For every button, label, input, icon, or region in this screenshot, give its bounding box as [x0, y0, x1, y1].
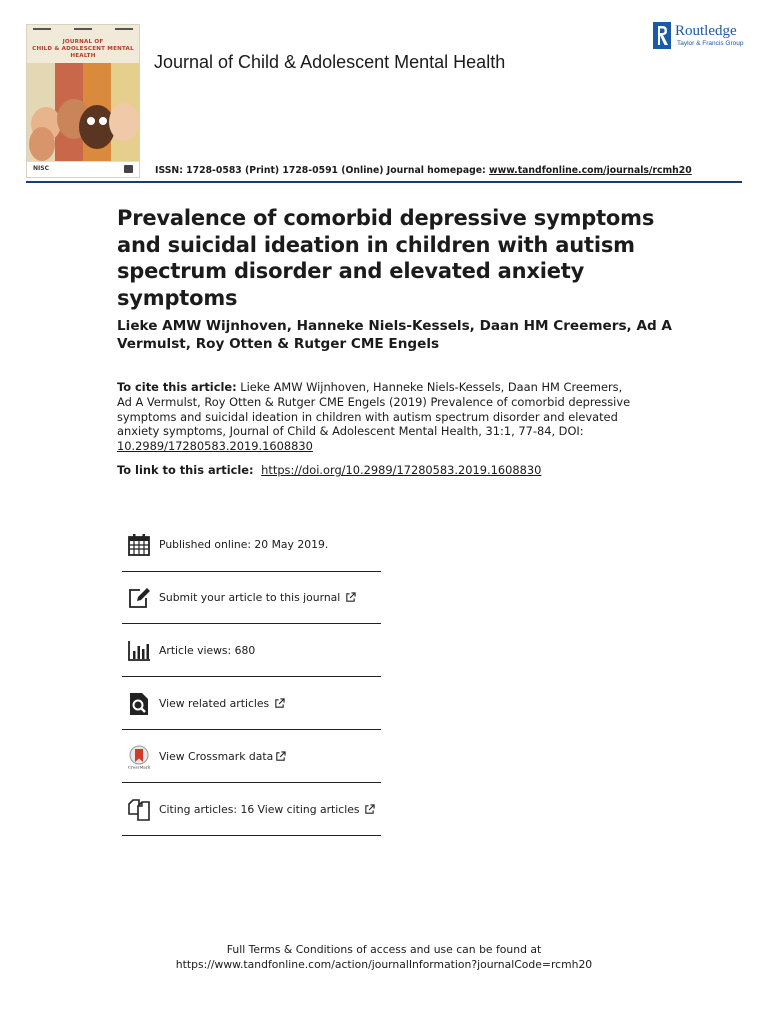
documents-copy-icon	[127, 798, 151, 822]
terms-url[interactable]: https://www.tandfonline.com/action/journalInformation?journalCode=rcmh20	[175, 958, 593, 971]
related-articles-link[interactable]	[159, 697, 285, 710]
citing-articles-label: Citing articles: 16 View citing articles	[159, 803, 360, 816]
citation-text: Lieke AMW Wijnhoven, Hanneke Niels-Kessels, Daan HM Creemers, Ad A Vermulst, Roy Otten & Rutger CME Engels (2019) Prevalence of comorbid depressive symptoms and suicidal ideation in children with autism spectrum disorder and elevated anxiety symptoms, Journal of Child & Adolescent Mental Health, 31:1, 77-84, DOI:	[117, 380, 631, 439]
article-views-row	[122, 624, 381, 677]
routledge-logo-icon	[653, 22, 671, 49]
publisher-group: Taylor & Francis Group	[677, 40, 744, 47]
citation-doi[interactable]: 10.2989/17280583.2019.1608830	[117, 439, 313, 454]
edit-pencil-icon	[127, 586, 151, 610]
journal-name: Journal of Child & Adolescent Mental Health	[154, 52, 506, 72]
citing-articles-row[interactable]	[122, 783, 381, 836]
article-doi-link[interactable]: https://doi.org/10.2989/17280583.2019.1608830	[261, 463, 542, 477]
article-link-line	[117, 463, 541, 477]
crossmark-link[interactable]	[159, 750, 286, 763]
citation-label: To cite this article:	[117, 380, 237, 394]
article-authors: Lieke AMW Wijnhoven, Hanneke Niels-Kessels, Daan HM Creemers, Ad A Vermulst, Roy Otten & Rutger CME Engels	[117, 318, 672, 352]
external-link-icon	[364, 804, 375, 815]
external-link-icon	[345, 592, 356, 603]
external-link-icon	[274, 698, 285, 709]
document-search-icon	[127, 692, 151, 716]
journal-cover-image	[26, 24, 140, 178]
publisher-name: Routledge	[675, 23, 737, 39]
publisher-logo[interactable]	[653, 22, 753, 52]
cover-title-line2: CHILD & ADOLESCENT MENTAL HEALTH	[32, 46, 134, 59]
issn-line	[155, 165, 692, 176]
terms-footer	[0, 942, 768, 972]
external-link-icon	[275, 751, 286, 762]
article-info-list	[122, 518, 381, 836]
bar-chart-icon	[127, 639, 151, 663]
header-divider	[26, 181, 742, 183]
cover-title-line1: JOURNAL OF	[62, 39, 104, 45]
citing-articles-link[interactable]	[159, 803, 375, 816]
published-online-text: Published online: 20 May 2019.	[159, 538, 329, 551]
submit-article-row[interactable]	[122, 571, 381, 624]
related-articles-row[interactable]	[122, 677, 381, 730]
cover-publisher-mark	[124, 165, 133, 173]
divider	[122, 571, 381, 572]
article-title: Prevalence of comorbid depressive symptoms and suicidal ideation in children with autism spectrum disorder and elevated anxiety symptoms	[117, 206, 655, 310]
citation-block	[117, 380, 637, 454]
cover-title	[27, 39, 139, 60]
related-articles-label: View related articles	[159, 697, 270, 710]
submit-article-link[interactable]	[159, 591, 356, 604]
crossmark-label: View Crossmark data	[159, 750, 274, 763]
crossmark-caption: CrossMark	[127, 764, 151, 769]
article-views-text: Article views: 680	[159, 644, 256, 657]
journal-homepage-link[interactable]: www.tandfonline.com/journals/rcmh20	[489, 165, 692, 176]
cover-nisc-label: NISC	[33, 165, 49, 172]
divider	[122, 835, 381, 836]
published-online-row	[122, 518, 381, 571]
crossmark-row[interactable]	[122, 730, 381, 783]
cover-top-marks	[33, 28, 133, 34]
cover-footer	[27, 161, 139, 177]
calendar-icon	[127, 533, 151, 557]
terms-line: Full Terms & Conditions of access and use can be found at	[226, 943, 542, 956]
submit-article-label: Submit your article to this journal	[159, 591, 341, 604]
crossmark-icon	[127, 745, 151, 769]
issn-text: ISSN: 1728-0583 (Print) 1728-0591 (Online) Journal homepage:	[155, 165, 490, 176]
article-link-label: To link to this article:	[117, 463, 254, 477]
